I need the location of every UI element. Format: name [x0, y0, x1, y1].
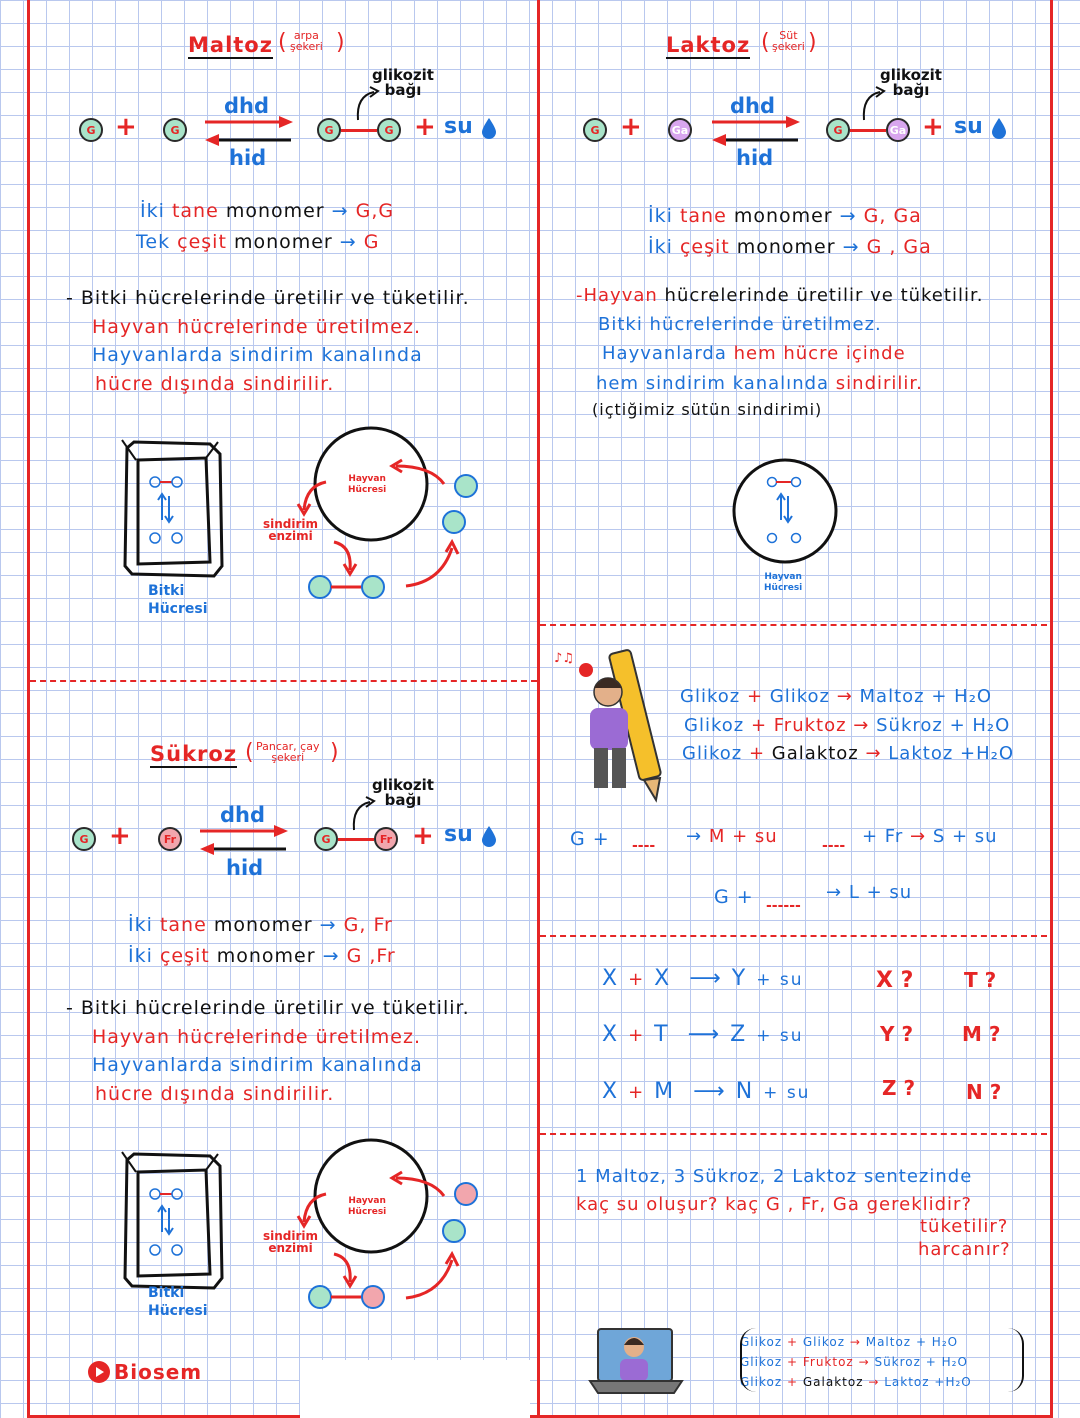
puzzle-q-m: M ?	[962, 1022, 1001, 1046]
mini-summary-bracket	[740, 1328, 1024, 1392]
maltoz-plus-1: +	[115, 112, 137, 142]
mini-summary-row-3: Glikoz + Galaktoz → Laktoz +H₂O	[740, 1375, 972, 1389]
puzzle-row-3: X + M ⟶ N + su	[602, 1079, 811, 1104]
puzzle-q-x: X ?	[876, 968, 914, 993]
maltoz-reaction-arrows	[205, 116, 295, 146]
maltoz-bond-line	[341, 129, 377, 132]
sukroz-line-3: Hayvanlarda sindirim kanalında	[92, 1054, 423, 1076]
sukroz-hid-label: hid	[226, 856, 264, 880]
sukroz-reaction-arrows	[200, 825, 290, 855]
sukroz-title: Sükroz	[150, 742, 238, 766]
maltoz-animal-label: Hayvan Hücresi	[348, 474, 387, 495]
laktoz-animal-cell	[732, 458, 842, 568]
maltoz-water-label: su	[444, 114, 473, 139]
sukroz-bond-line	[338, 838, 374, 841]
fill-c-left: G +	[714, 886, 754, 908]
maltoz-glucose-left: G	[79, 118, 103, 142]
footer-mask	[300, 1360, 530, 1418]
puzzle-row-1: X + X ⟶ Y + su	[602, 966, 804, 991]
water-drop-icon	[482, 826, 496, 848]
sukroz-count-line: İki tane monomer → G, Fr	[128, 914, 393, 936]
laktoz-glucose-left: G	[583, 118, 607, 142]
avatar-pencil-icon	[548, 630, 668, 800]
laktoz-plus-1: +	[620, 112, 642, 142]
mini-summary-row-2: Glikoz + Fruktoz → Sükroz + H₂O	[740, 1355, 968, 1369]
sukroz-type-line: İki çeşit monomer → G ,Fr	[128, 945, 396, 967]
maltoz-title: Maltoz	[188, 33, 273, 57]
puzzle-q-y: Y ?	[880, 1022, 914, 1046]
fill-c-right: → L + su	[826, 882, 913, 903]
laktoz-type-line: İki çeşit monomer → G , Ga	[648, 236, 932, 258]
water-drop-icon	[482, 118, 496, 140]
sukroz-note: Pancar, çay şekeri	[256, 740, 320, 764]
laktoz-bond-label: glikozit bağı	[880, 66, 942, 99]
puzzle-q-n: N ?	[966, 1080, 1002, 1104]
question-line-3: tüketilir?	[920, 1216, 1009, 1237]
sukroz-water-label: su	[444, 822, 473, 847]
maltoz-note: arpa şekeri	[290, 29, 323, 53]
sukroz-animal-label: Hayvan Hücresi	[348, 1196, 387, 1217]
maltoz-glucose-right: G	[163, 118, 187, 142]
laktoz-product-glucose: G	[826, 118, 850, 142]
fill-a-right: → M + su	[686, 826, 778, 847]
sukroz-fructose-right: Fr	[158, 827, 182, 851]
laktoz-line-1: -Hayvan hücrelerinde üretilir ve tüketilir.	[576, 285, 984, 306]
maltoz-bond-arrow	[350, 82, 390, 122]
laktoz-product-galactose: Ga	[886, 118, 910, 142]
puzzle-row-2: X + T ⟶ Z + su	[602, 1022, 804, 1047]
maltoz-product-glucose-2: G	[377, 118, 401, 142]
maltoz-animal-cell	[296, 424, 496, 594]
play-icon	[88, 1361, 110, 1383]
maltoz-hid-label: hid	[229, 146, 267, 170]
brand-name: Biosem	[114, 1360, 203, 1384]
laktoz-galactose-right: Ga	[668, 118, 692, 142]
sukroz-line-4: hücre dışında sindirilir.	[95, 1083, 335, 1105]
maltoz-note-close: )	[336, 30, 345, 55]
maltoz-line-1: - Bitki hücrelerinde üretilir ve tüketilir.	[66, 287, 470, 309]
sukroz-product-fructose: Fr	[374, 827, 398, 851]
sukroz-glucose-left: G	[72, 827, 96, 851]
divider-right-3	[540, 1133, 1047, 1135]
question-line-4: harcanır?	[918, 1239, 1011, 1260]
svg-text:♪♫: ♪♫	[554, 651, 574, 666]
summary-row-sukroz: Glikoz + Fruktoz → Sükroz + H₂O	[684, 715, 1011, 736]
laktoz-plus-2: +	[922, 112, 944, 142]
sukroz-plant-label: Bitki Hücresi	[148, 1285, 208, 1319]
summary-row-laktoz: Glikoz + Galaktoz → Laktoz +H₂O	[682, 743, 1015, 764]
laktoz-line-4: hem sindirim kanalında sindirilir.	[596, 373, 923, 394]
laktoz-line-2: Bitki hücrelerinde üretilmez.	[598, 314, 882, 335]
maltoz-type-line: Tek çeşit monomer → G	[136, 231, 380, 253]
puzzle-q-z: Z ?	[882, 1076, 916, 1100]
maltoz-plant-label: Bitki Hücresi	[148, 583, 208, 617]
laktoz-line-5: (içtiğimiz sütün sindirimi)	[592, 400, 823, 419]
sukroz-plus-1: +	[109, 821, 131, 851]
sukroz-dhd-label: dhd	[220, 803, 266, 827]
maltoz-bond-label: glikozit bağı	[372, 66, 434, 99]
maltoz-plus-2: +	[414, 112, 436, 142]
divider-right-1	[540, 624, 1047, 626]
sukroz-enzyme-label: sindirim enzimi	[263, 1229, 319, 1255]
laktoz-note-open: (	[761, 30, 770, 55]
maltoz-count-line: İki tane monomer → G,G	[140, 200, 395, 222]
sukroz-note-open: (	[245, 740, 254, 765]
laktoz-animal-label: Hayvan Hücresi	[764, 572, 803, 593]
maltoz-plant-cell	[122, 440, 232, 580]
maltoz-product-glucose-1: G	[317, 118, 341, 142]
fill-a-left: G +	[570, 828, 610, 850]
laktoz-hid-label: hid	[736, 146, 774, 170]
laktoz-line-3: Hayvanlarda hem hücre içinde	[602, 343, 906, 364]
fill-b-row: + Fr → S + su	[862, 826, 998, 847]
sukroz-plant-cell	[122, 1152, 232, 1292]
laktoz-water-label: su	[954, 114, 983, 139]
question-line-1: 1 Maltoz, 3 Sükroz, 2 Laktoz sentezinde	[576, 1166, 973, 1187]
sukroz-line-2: Hayvan hücrelerinde üretilmez.	[92, 1026, 421, 1048]
center-divider	[537, 0, 540, 1418]
maltoz-line-2: Hayvan hücrelerinde üretilmez.	[92, 316, 421, 338]
fill-b-blank: ----	[822, 838, 846, 854]
sukroz-plus-2: +	[412, 821, 434, 851]
laktoz-title: Laktoz	[666, 33, 751, 57]
maltoz-line-3: Hayvanlarda sindirim kanalında	[92, 344, 423, 366]
sukroz-product-glucose: G	[314, 827, 338, 851]
fill-a-blank: ----	[632, 838, 656, 854]
sukroz-line-1: - Bitki hücrelerinde üretilir ve tüketilir.	[66, 997, 470, 1019]
fill-c-blank: ------	[766, 898, 801, 914]
sukroz-bond-arrow	[346, 792, 386, 832]
sukroz-bond-label: glikozit bağı	[372, 776, 434, 809]
laktoz-count-line: İki tane monomer → G, Ga	[648, 205, 922, 227]
laktoz-reaction-arrows	[712, 116, 802, 146]
laktoz-bond-arrow	[856, 82, 896, 122]
maltoz-line-4: hücre dışında sindirilir.	[95, 373, 335, 395]
mini-summary-row-1: Glikoz + Glikoz → Maltoz + H₂O	[740, 1335, 959, 1349]
sukroz-animal-cell	[296, 1136, 496, 1306]
laktoz-bond-line	[850, 129, 886, 132]
maltoz-enzyme-label: sindirim enzimi	[263, 517, 319, 543]
laktoz-dhd-label: dhd	[730, 94, 776, 118]
laptop-avatar-icon	[588, 1325, 688, 1395]
divider-left	[30, 680, 537, 682]
laktoz-note-close: )	[808, 30, 817, 55]
sukroz-note-close: )	[330, 740, 339, 765]
summary-row-maltoz: Glikoz + Glikoz → Maltoz + H₂O	[680, 686, 993, 707]
puzzle-q-t: T ?	[964, 968, 997, 992]
water-drop-icon	[992, 118, 1006, 140]
maltoz-note-open: (	[278, 30, 287, 55]
divider-right-2	[540, 935, 1047, 937]
question-line-2: kaç su oluşur? kaç G , Fr, Ga gereklidir?	[576, 1194, 973, 1215]
brand-logo[interactable]	[88, 1360, 202, 1384]
maltoz-dhd-label: dhd	[224, 94, 270, 118]
laktoz-note: Süt şekeri	[772, 29, 805, 53]
